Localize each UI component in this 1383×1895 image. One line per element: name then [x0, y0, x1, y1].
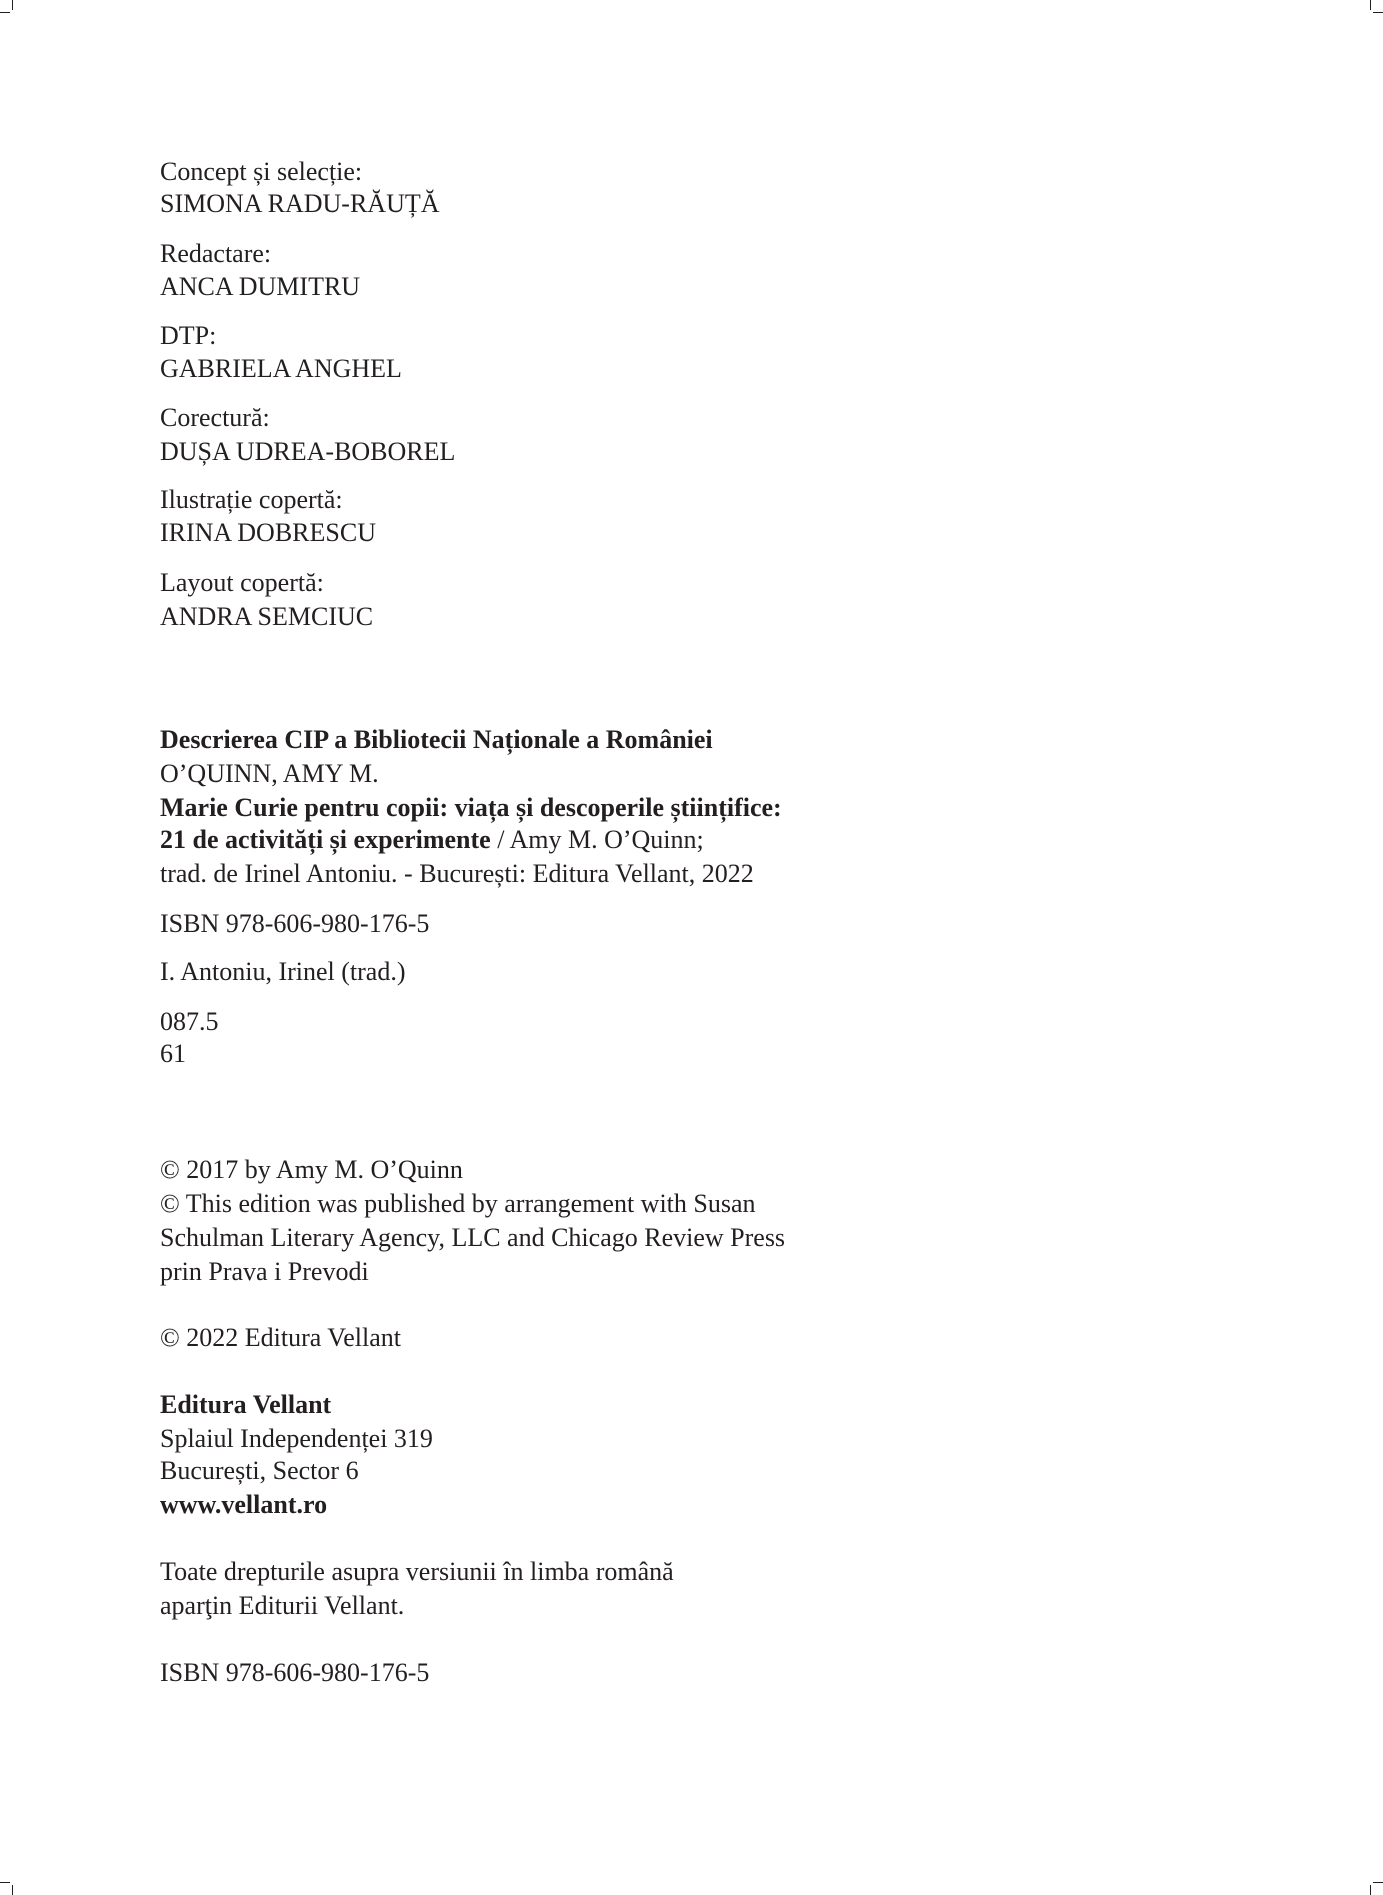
cip-title-line1: Marie Curie pentru copii: viața și descoperile științifice:: [160, 793, 782, 822]
copyright-line: Schulman Literary Agency, LLC and Chicago Review Press: [160, 1223, 786, 1252]
credit-name: DUȘA UDREA-BOBOREL: [160, 437, 456, 466]
cip-class1: 087.5: [160, 1007, 219, 1036]
rights-line: aparţin Editurii Vellant.: [160, 1591, 405, 1620]
cip-translator: I. Antoniu, Irinel (trad.): [160, 957, 406, 986]
credit-role: Ilustrație copertă:: [160, 485, 343, 514]
cip-heading: Descrierea CIP a Bibliotecii Naționale a României: [160, 725, 713, 754]
cip-isbn: ISBN 978-606-980-176-5: [160, 909, 430, 938]
cip-author: O’QUINN, AMY M.: [160, 759, 379, 788]
credit-role: Layout copertă:: [160, 568, 324, 597]
crop-mark-bottom-left-h: [0, 1882, 10, 1883]
crop-mark-top-right-h: [1373, 12, 1383, 13]
credit-role: Corectură:: [160, 403, 270, 432]
crop-mark-bottom-right-v: [1370, 1885, 1371, 1895]
cip-imprint: trad. de Irinel Antoniu. - București: Editura Vellant, 2022: [160, 859, 754, 888]
cip-title-line2-bold: 21 de activități și experimente: [160, 825, 491, 854]
credit-role: DTP:: [160, 321, 217, 350]
crop-mark-top-left-h: [0, 12, 10, 13]
cip-title-line2: [160, 823, 704, 857]
crop-mark-bottom-right-h: [1373, 1882, 1383, 1883]
credit-name: GABRIELA ANGHEL: [160, 354, 402, 383]
copyright-line: © 2017 by Amy M. O’Quinn: [160, 1155, 463, 1184]
rights-line: Toate drepturile asupra versiunii în limba română: [160, 1557, 674, 1586]
cip-title-line2-rest: / Amy M. O’Quinn;: [490, 825, 704, 854]
crop-mark-bottom-left-v: [12, 1885, 13, 1895]
crop-mark-top-right-v: [1370, 0, 1371, 10]
cip-class2: 61: [160, 1039, 186, 1068]
credit-name: SIMONA RADU-RĂUȚĂ: [160, 189, 440, 218]
publisher-website-link[interactable]: www.vellant.ro: [160, 1490, 328, 1519]
isbn-bottom: ISBN 978-606-980-176-5: [160, 1658, 430, 1687]
credit-name: ANDRA SEMCIUC: [160, 602, 374, 631]
credit-role: Concept și selecție:: [160, 157, 363, 186]
copyright-line: © 2022 Editura Vellant: [160, 1323, 401, 1352]
publisher-name: Editura Vellant: [160, 1390, 332, 1419]
credit-name: IRINA DOBRESCU: [160, 518, 376, 547]
credit-role: Redactare:: [160, 239, 272, 268]
crop-mark-top-left-v: [12, 0, 13, 10]
publisher-street: Splaiul Independenței 319: [160, 1424, 433, 1453]
copyright-line: prin Prava i Prevodi: [160, 1257, 369, 1286]
credit-name: ANCA DUMITRU: [160, 272, 361, 301]
publisher-city: București, Sector 6: [160, 1456, 359, 1485]
copyright-line: © This edition was published by arrangement with Susan: [160, 1189, 756, 1218]
